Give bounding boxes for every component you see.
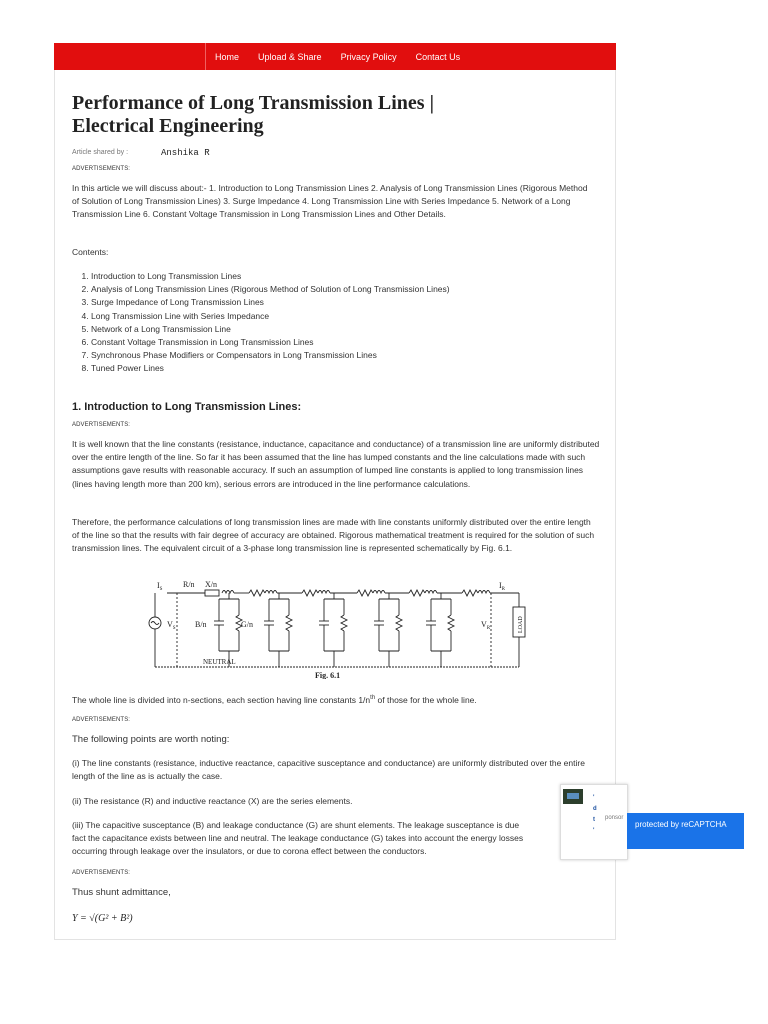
- fig-sub-vs: S: [172, 626, 176, 631]
- fig-label-load: LOAD: [518, 616, 524, 633]
- nav-contact-us-link[interactable]: Contact Us: [415, 51, 461, 62]
- contents-label: Contents:: [72, 247, 109, 257]
- fig-label-rn: R/n: [183, 580, 195, 589]
- article-container: [54, 70, 616, 940]
- fig-label-bn: B/n: [195, 620, 207, 629]
- svg-text:IS: [157, 581, 163, 592]
- svg-text:IR: [499, 581, 506, 592]
- point-3-line-1: (iii) The capacitive susceptance (B) and leakage conductance (G) are shunt elements. The leakage susceptance is due: [72, 820, 520, 830]
- contents-item[interactable]: 1. Introduction to Long Transmission Lines: [91, 270, 611, 283]
- contents-item[interactable]: 2. Analysis of Long Transmission Lines (Rigorous Method of Solution of Long Transmission Lines): [91, 283, 611, 296]
- section1-heading: 1. Introduction to Long Transmission Lines:: [72, 401, 302, 413]
- ad-sponsor-label: ponsor: [605, 815, 624, 821]
- nav-home-link[interactable]: Home: [215, 51, 240, 62]
- paragraph-2: Therefore, the performance calculations of long transmission lines are made with line constants uniformly distributed over the entire length of the line so that the results with fair degree of accuracy are obtained. Rigorous mathematical treatment is required for the solution of such transmission lines. The equivalent circuit of a 3-phase long transmission line is represented schematically by Fig. 6.1.: [72, 517, 595, 554]
- nav-upload-share-link[interactable]: Upload & Share: [258, 51, 322, 62]
- point-3-line-2: fact the capacitance exists between line and neutral. The leakage conductance (G) takes into account the energy losses: [72, 833, 524, 844]
- fig-label-neutral: NEUTRAL: [203, 658, 236, 666]
- article-title-line2: Electrical Engineering: [72, 115, 264, 137]
- contents-list: [72, 270, 611, 376]
- nav-links: [215, 43, 479, 70]
- contents-item[interactable]: 5. Network of a Long Transmission Line: [91, 323, 611, 336]
- advertisement-label: ADVERTISEMENTS:: [72, 717, 131, 723]
- advertisement-label: ADVERTISEMENTS:: [72, 166, 131, 172]
- paragraph-3-text-a: The whole line is divided into n-sections, each section having line constants 1/n: [72, 694, 371, 705]
- advertisement-label: ADVERTISEMENTS:: [72, 422, 131, 428]
- paragraph-3-sup: th: [370, 695, 376, 701]
- author-name[interactable]: Anshika R: [161, 148, 210, 158]
- contents-item[interactable]: 8. Tuned Power Lines: [91, 362, 611, 375]
- point-1: (i) The line constants (resistance, inductive reactance, capacitive susceptance and conductance) are uniformly distributed over the entire length of the line as is actually the case.: [72, 758, 585, 782]
- recaptcha-label: protected by reCAPTCHA: [635, 820, 727, 829]
- article-title-line1: Performance of Long Transmission Lines |: [72, 92, 434, 114]
- ad-truncated-text[interactable]: ' d t ': [593, 795, 597, 834]
- fig-label-vs: V: [167, 620, 173, 629]
- point-3: [72, 819, 600, 859]
- contents-item[interactable]: 4. Long Transmission Line with Series Impedance: [91, 310, 611, 323]
- top-navbar: [54, 43, 616, 70]
- intro-paragraph: In this article we will discuss about:- 1. Introduction to Long Transmission Lines 2. Analysis of Long Transmission Lines (Rigorous Method of Solution of Long Transmission Lines) 3. Surge Impedance 4. Long Transmission Line with Series Impedance 5. Network of a Long Transmission Line 6. Constant Voltage Transmission in Long Transmission Lines and Other Details.: [72, 183, 588, 220]
- article-title: [72, 92, 592, 138]
- points-intro: The following points are worth noting:: [72, 734, 230, 745]
- point-2: (ii) The resistance (R) and inductive reactance (X) are the series elements.: [72, 796, 353, 806]
- fig-caption: Fig. 6.1: [315, 671, 341, 679]
- fig-label-xn: X/n: [205, 580, 217, 589]
- svg-text:VS: [167, 620, 176, 631]
- shunt-admittance-formula: Y = √(G² + B²): [72, 913, 133, 924]
- nav-privacy-policy-link[interactable]: Privacy Policy: [340, 51, 397, 62]
- advertisement-label: ADVERTISEMENTS:: [72, 870, 131, 876]
- fig-label-ir: I: [499, 581, 502, 590]
- contents-item[interactable]: 7. Synchronous Phase Modifiers or Compensators in Long Transmission Lines: [91, 349, 611, 362]
- shunt-admittance-text: Thus shunt admittance,: [72, 887, 171, 898]
- recaptcha-badge[interactable]: [627, 813, 744, 849]
- paragraph-1: It is well known that the line constants (resistance, inductance, capacitance and conductance) of a transmission line are uniformly distributed over the entire length of the line. So far it has been assumed that the line has lumped constants and the line calculations made with such assumptions gave results with reasonable accuracy. If such an assumption of lumped line constants is applied to long transmission lines (lines having length more than 200 km), serious errors are introduced in the line performance calculations.: [72, 439, 600, 489]
- fig-sub-ir: R: [501, 587, 506, 592]
- nav-divider: [205, 43, 206, 70]
- paragraph-3: [72, 692, 600, 707]
- fig-label-vr: V: [481, 620, 487, 629]
- fig-sub-vr: R: [486, 626, 491, 631]
- fig-label-is: I: [157, 581, 160, 590]
- contents-item[interactable]: 3. Surge Impedance of Long Transmission Lines: [91, 296, 611, 309]
- sponsored-ad-card[interactable]: [560, 784, 628, 860]
- ad-thumbnail[interactable]: [563, 789, 583, 804]
- circuit-figure: [147, 579, 527, 679]
- paragraph-3-text-b: of those for the whole line.: [375, 694, 477, 705]
- point-3-line-3: occurring through leakage over the insulators, or due to corona effect between the conductors.: [72, 846, 427, 857]
- fig-sub-is: S: [159, 587, 163, 592]
- byline-label: Article shared by :: [72, 149, 129, 156]
- fig-label-gn: G/n: [241, 620, 253, 629]
- svg-text:VR: [481, 620, 491, 631]
- contents-item[interactable]: 6. Constant Voltage Transmission in Long Transmission Lines: [91, 336, 611, 349]
